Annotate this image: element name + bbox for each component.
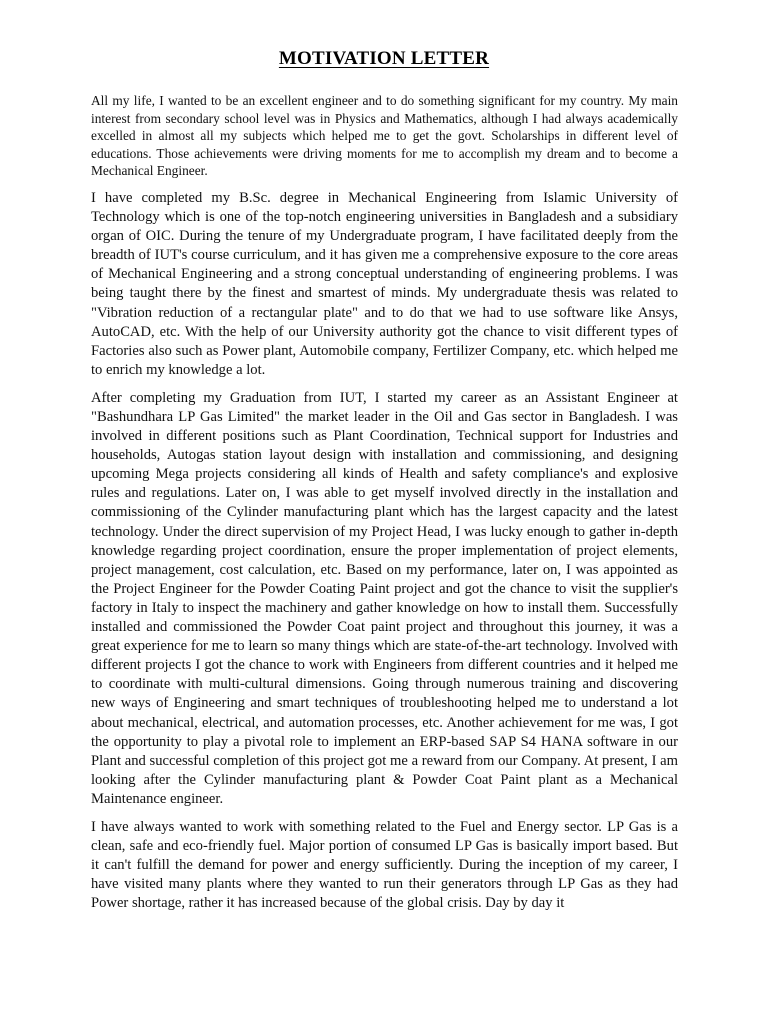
- paragraph-education: I have completed my B.Sc. degree in Mechanical Engineering from Islamic University of Technology which is one of the top-notch engineering universities in Bangladesh and a subsidiary organ of OIC. During the tenure of my Undergraduate program, I have facilitated deeply from the breadth of IUT's course curriculum, and it has given me a comprehensive exposure to the core areas of Mechanical Engineering and a strong conceptual understanding of engineering problems. I was being taught there by the finest and smartest of minds. My undergraduate thesis was related to "Vibration reduction of a rectangular plate" and to do that we had to use software like Ansys, AutoCAD, etc. With the help of our University authority got the chance to visit different types of Factories also such as Power plant, Automobile company, Fertilizer Company, etc. which helped me to enrich my knowledge a lot.: [91, 189, 678, 378]
- letter-body: [91, 92, 678, 922]
- letter-title-container: [0, 48, 768, 70]
- paragraph-intro: All my life, I wanted to be an excellent engineer and to do something significant for my country. My main interest from secondary school level was in Physics and Mathematics, although I had always academically excelled in almost all my subjects which helped me to get the govt. Scholarships in different level of educations. Those achievements were driving moments for me to accomplish my dream and to become a Mechanical Engineer.: [91, 93, 678, 179]
- paragraph-energy-sector: I have always wanted to work with something related to the Fuel and Energy sector. LP Gas is a clean, safe and eco-friendly fuel. Major portion of consumed LP Gas is basically import based. But it can't fulfill the demand for power and energy sufficiently. During the inception of my career, I have visited many plants where they wanted to run their generators through LP Gas as they had Power shortage, rather it has increased because of the global crisis. Day by day it: [91, 818, 678, 912]
- paragraph-career: After completing my Graduation from IUT, I started my career as an Assistant Engineer at "Bashundhara LP Gas Limited" the market leader in the Oil and Gas sector in Bangladesh. I was involved in different positions such as Plant Coordination, Technical support for Industries and households, Autogas station layout design with installation and commissioning, and designing upcoming Mega projects considering all kinds of Health and safety compliance's and explosive rules and regulations. Later on, I was able to get myself involved directly in the installation and commissioning of the Cylinder manufacturing plant which has the largest capacity and the latest technology. Under the direct supervision of my Project Head, I was lucky enough to gather in-depth knowledge regarding project coordination, ensure the proper implementation of project elements, project management, cost calculation, etc. Based on my performance, later on, I was appointed as the Project Engineer for the Powder Coating Paint project and got the chance to visit the supplier's factory in Italy to inspect the machinery and gather knowledge on how to install them. Successfully installed and commissioned the Powder Coat paint project and throughout this journey, it was a great experience for me to learn so many things which are state-of-the-art technology. Involved with different projects I got the chance to work with Engineers from different countries and it helped me to coordinate with multi-cultural dimensions. Going through numerous training and discovering new ways of Engineering and smart techniques of troubleshooting helped me to understand a lot about mechanical, electrical, and automation processes, etc. Another achievement for me was, I got the opportunity to play a pivotal role to implement an ERP-based SAP S4 HANA software in our Plant and successful completion of this project got me a reward from our Company. At present, I am looking after the Cylinder manufacturing plant & Powder Coat Paint plant as a Mechanical Maintenance engineer.: [91, 389, 678, 807]
- letter-title: MOTIVATION LETTER: [278, 48, 490, 69]
